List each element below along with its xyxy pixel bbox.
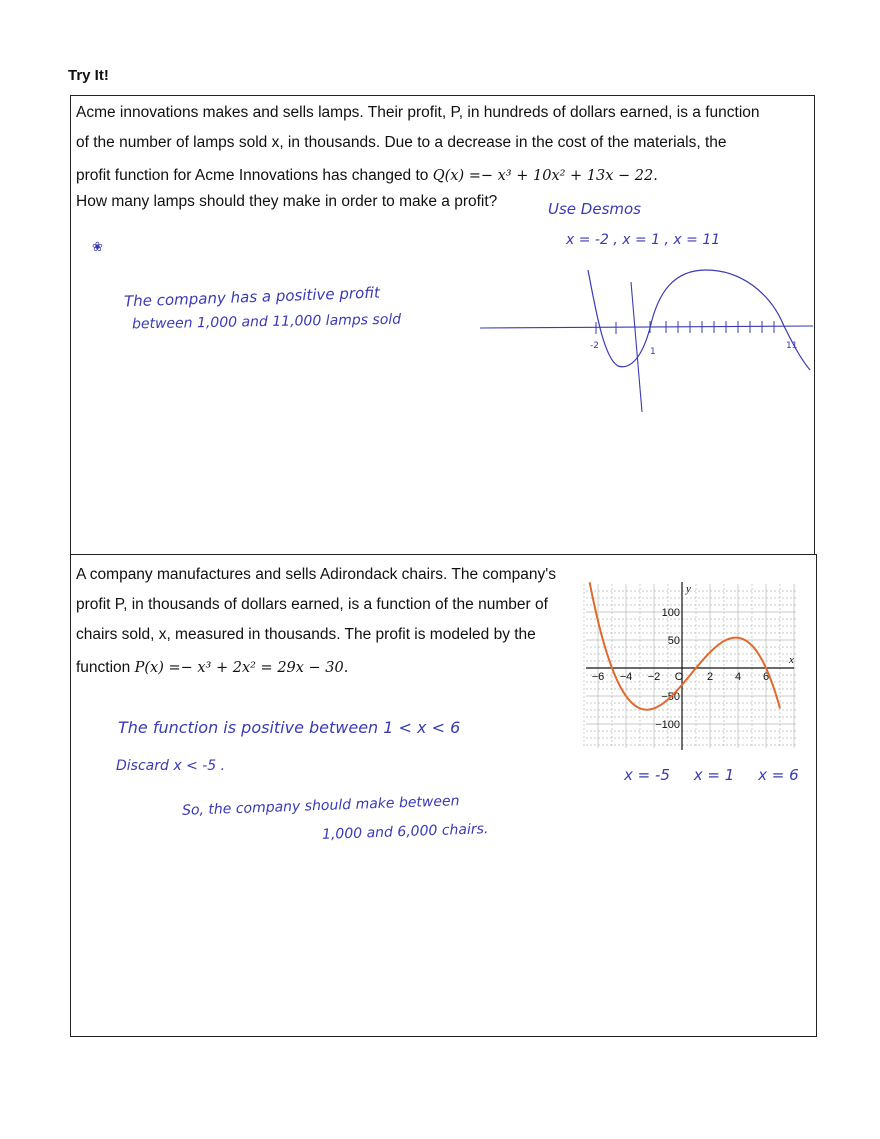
x-tick-label: 2 <box>706 671 714 683</box>
problem-2-line-1: A company manufactures and sells Adirondack chairs. The company's <box>76 566 556 583</box>
profit-function-q: Q(x) =− x³ + 10x² + 13x − 22. <box>432 168 658 184</box>
answer-line-2: between 1,000 and 11,000 lamps sold <box>131 311 402 333</box>
desmos-note: Use Desmos <box>548 200 641 218</box>
profit-graph-2 <box>586 582 796 750</box>
roots-note-1: x = -2 , x = 1 , x = 11 <box>566 232 721 248</box>
problem-2-line-2: profit P, in thousands of dollars earned, is a function of the number of <box>76 596 548 613</box>
graph-2-axes <box>586 582 794 750</box>
cubic-sketch-1 <box>478 262 818 452</box>
problem-2-text <box>76 560 556 683</box>
graph-2-curve <box>590 582 780 710</box>
y-axis-label: y <box>686 583 691 595</box>
problem-1-line-2: of the number of lamps sold x, in thousands. Due to a decrease in the cost of the materials, the <box>76 134 727 151</box>
problem-2-line-4-text: function <box>76 659 131 676</box>
sketch-1-label-neg2: -2 <box>590 341 599 351</box>
x-tick-label: 4 <box>734 671 742 683</box>
conclusion-line-1: So, the company should make between <box>181 793 460 819</box>
y-tick-label: −50 <box>661 691 680 703</box>
answer-line-1: The company has a positive profit <box>123 283 381 311</box>
x-tick-label: −2 <box>647 671 661 683</box>
discard-note: Discard x < -5 . <box>116 758 226 774</box>
y-tick-label: −100 <box>655 719 680 731</box>
x-tick-label: O <box>674 671 684 683</box>
x-tick-label: 6 <box>762 671 770 683</box>
sketch-1-y-axis <box>631 282 642 412</box>
page-heading: Try It! <box>68 67 109 84</box>
problem-1-text <box>76 98 760 217</box>
problem-2-line-4 <box>76 650 556 683</box>
x-axis-label: x <box>789 654 794 666</box>
sketch-1-label-1: 1 <box>650 347 656 357</box>
sketch-1-x-axis <box>480 326 813 328</box>
profit-function-p: P(x) =− x³ + 2x² = 29x − 30. <box>134 660 349 676</box>
x-tick-label: −4 <box>619 671 633 683</box>
conclusion-line-2: 1,000 and 6,000 chairs. <box>321 821 489 843</box>
sketch-1-label-11: 11 <box>786 341 798 351</box>
sketch-1-curve <box>588 270 810 370</box>
x-tick-label: −6 <box>591 671 605 683</box>
problem-2-line-3: chairs sold, x, measured in thousands. The profit is modeled by the <box>76 626 536 643</box>
problem-1-line-3-text: profit function for Acme Innovations has changed to <box>76 167 429 184</box>
problem-1-line-1: Acme innovations makes and sells lamps. Their profit, P, in hundreds of dollars earned, is a function <box>76 104 760 121</box>
roots-note-2: x = -5 x = 1 x = 6 <box>624 766 799 784</box>
scribble-mark: ❀ <box>92 240 103 255</box>
positive-interval-note: The function is positive between 1 < x < 6 <box>118 718 461 737</box>
y-tick-label: 50 <box>667 635 680 647</box>
y-tick-label: 100 <box>661 607 680 619</box>
problem-1-question: How many lamps should they make in order to make a profit? <box>76 193 498 210</box>
